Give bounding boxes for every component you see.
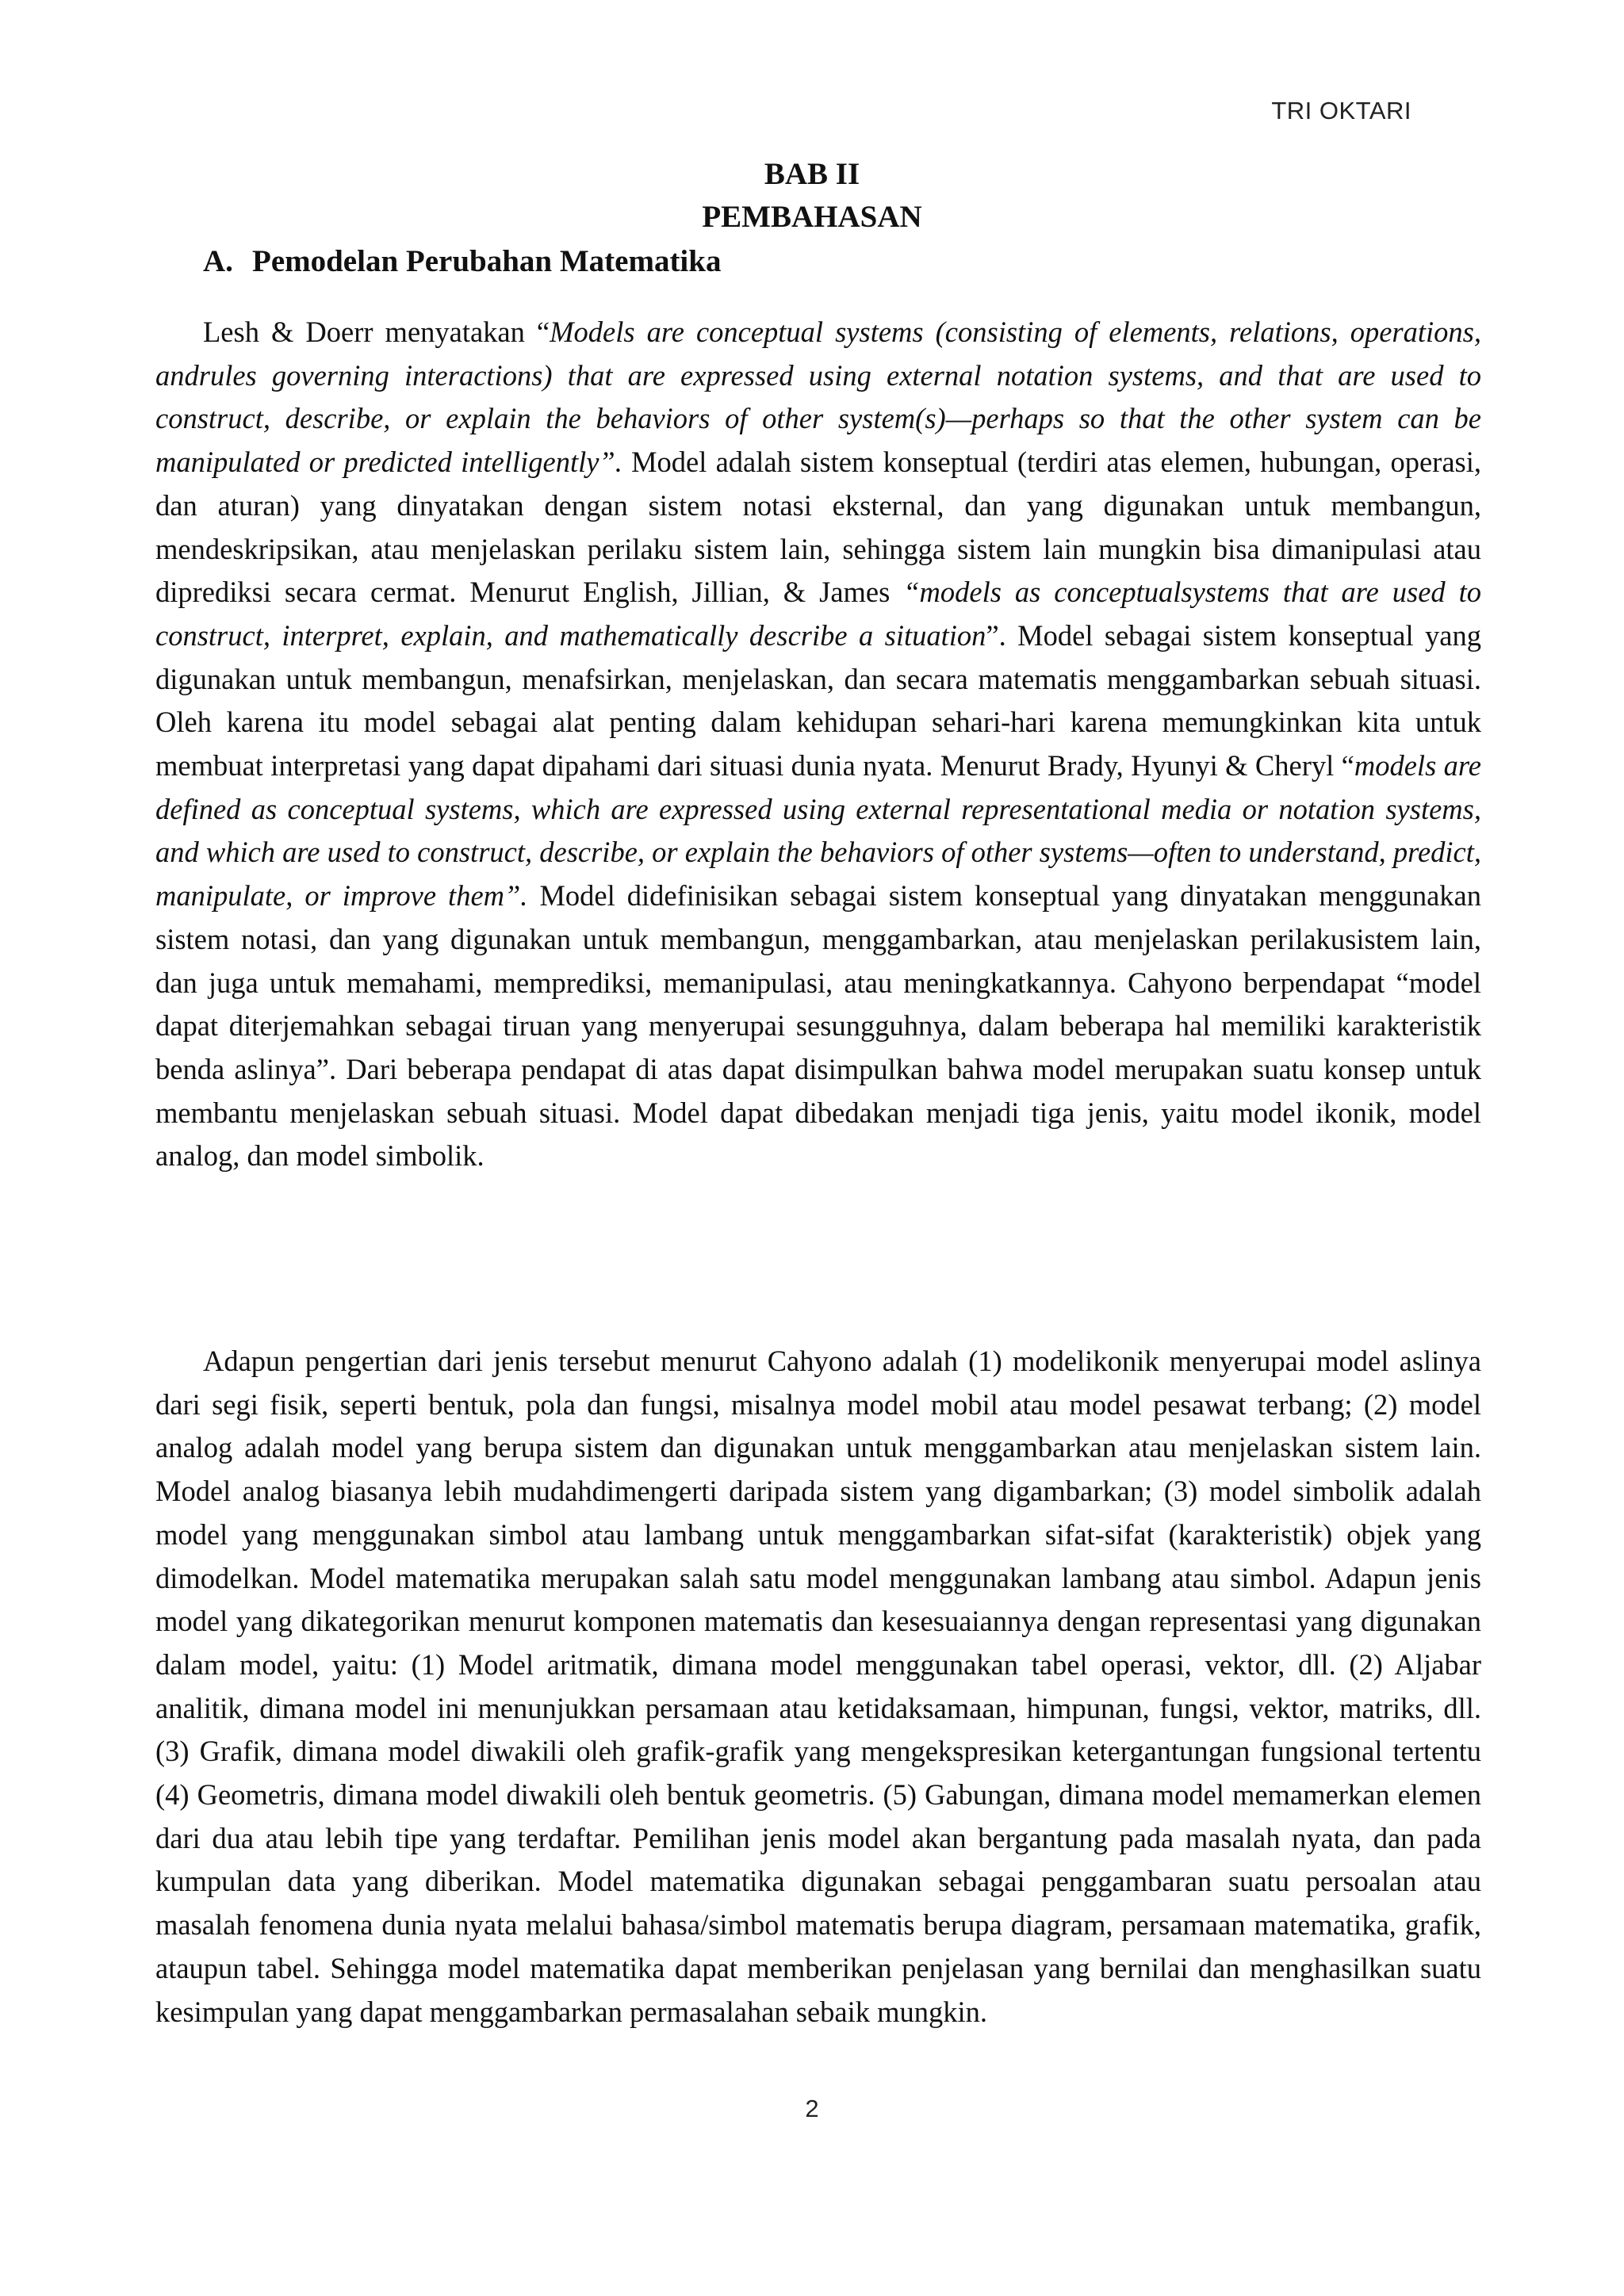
chapter-number: BAB II bbox=[764, 157, 860, 191]
text-span: Model adalah sistem konseptual (terdiri atas elemen, hubungan, operasi, dan aturan) yang dinyatakan dengan sistem notasi eksternal, dan yang digunakan untuk membangun, mendeskripsikan, atau menjelaskan perilaku sistem lain, sehingga sistem lain mungkin bisa dimanipulasi atau diprediksi secara cermat. Menurut English, Jillian, & James bbox=[155, 446, 1482, 609]
section-heading bbox=[203, 243, 721, 281]
section-title: Pemodelan Perubahan Matematika bbox=[252, 244, 722, 278]
quote-lesh-doerr: Models are conceptual systems (consisting of elements, relations, operations, andrules governing interactions) that are expressed using external notation systems, and that are used to construct, describe, or explain the behaviors of other system(s)—perhaps so that the other system can be manipulated or predicted intelligently”. bbox=[155, 316, 1481, 479]
text-span: Adapun pengertian dari jenis tersebut menurut Cahyono adalah (1) modelikonik menyerupai model aslinya dari segi fisik, seperti bentuk, pola dan fungsi, misalnya model mobil atau model pesawat terbang; (2) model analog adalah model yang berupa sistem dan digunakan untuk menggambarkan atau menjelaskan sistem lain. Model analog biasanya lebih mudahdimengerti daripada sistem yang digambarkan; (3) model simbolik adalah model yang menggunakan simbol atau lambang untuk menggambarkan sifat-sifat (karakteristik) objek yang dimodelkan. Model matematika merupakan salah satu model menggunakan lambang atau simbol. Adapun jenis model yang dikategorikan menurut komponen matematis dan kesesuaiannya dengan representasi yang digunakan dalam model, yaitu: (1) Model aritmatik, dimana model menggunakan tabel operasi, vektor, dll. (2) Aljabar analitik, dimana model ini menunjukkan persamaan atau ketidaksamaan, himpunan, fungsi, vektor, matriks, dll. (3) Grafik, dimana model diwakili oleh grafik-grafik yang mengekspresikan ketergantungan fungsional tertentu (4) Geometris, dimana model diwakili oleh bentuk geometris. (5) Gabungan, dimana model memamerkan elemen dari dua atau lebih tipe yang terdaftar. Pemilihan jenis model akan bergantung pada masalah nyata, dan pada kumpulan data yang diberikan. Model matematika digunakan sebagai penggambaran suatu persoalan atau masalah fenomena dunia nyata melalui bahasa/simbol matematis berupa diagram, persamaan matematika, grafik, ataupun tabel. Sehingga model matematika dapat memberikan penjelasan yang bernilai dan menghasilkan suatu kesimpulan yang dapat menggambarkan permasalahan sebaik mungkin. bbox=[155, 1345, 1481, 2028]
paragraph-model-types bbox=[155, 1340, 1481, 2034]
text-span: ”. Model sebagai sistem konseptual yang digunakan untuk membangun, menafsirkan, menjelaskan, dan secara matematis menggambarkan sebuah situasi. Oleh karena itu model sebagai alat penting dalam kehidupan sehari-hari karena memungkinkan kita untuk membuat interpretasi yang dapat dipahami dari situasi dunia nyata. Menurut Brady, Hyunyi & Cheryl “ bbox=[155, 618, 1481, 783]
quote-brady-hyunyi-cheryl: models are defined as conceptual systems, which are expressed using external representational media or notation systems, and which are used to construct, describe, or explain the behaviors of other systems—often to understand, predict, manipulate, or improve them”. bbox=[155, 749, 1482, 913]
header-author: TRI OKTARI bbox=[1271, 97, 1411, 124]
section-number: A. bbox=[203, 244, 233, 278]
paragraph-models-definition bbox=[155, 311, 1481, 1178]
page-number: 2 bbox=[805, 2095, 819, 2122]
quote-english-jillian-james: “models as conceptualsystems that are used to construct, interpret, explain, and mathematically describe a situation bbox=[155, 576, 1481, 652]
chapter-title: PEMBAHASAN bbox=[702, 200, 922, 234]
text-span: Lesh & Doerr menyatakan “ bbox=[203, 316, 550, 348]
text-span: Model didefinisikan sebagai sistem konseptual yang dinyatakan menggunakan sistem notasi, dan yang digunakan untuk membangun, menggambarkan, atau menjelaskan perilakusistem lain, dan juga untuk memahami, memprediksi, memanipulasi, atau meningkatkannya. Cahyono berpendapat “model dapat diterjemahkan sebagai tiruan yang menyerupai sesungguhnya, dalam beberapa hal memiliki karakteristik benda aslinya”. Dari beberapa pendapat di atas dapat disimpulkan bahwa model merupakan suatu konsep untuk membantu menjelaskan sebuah situasi. Model dapat dibedakan menjadi tiga jenis, yaitu model ikonik, model analog, dan model simbolik. bbox=[155, 879, 1481, 1173]
